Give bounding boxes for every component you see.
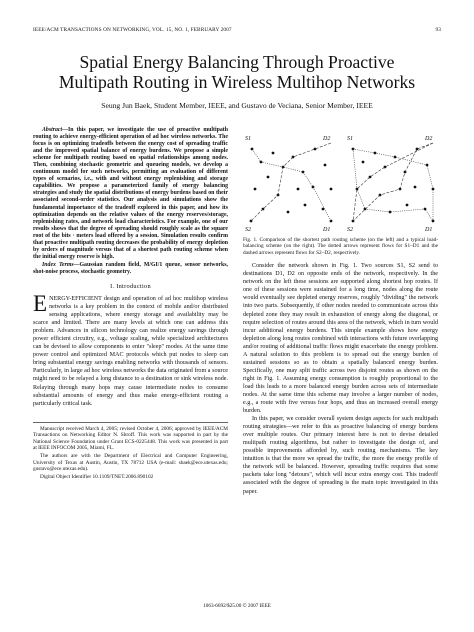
body-paragraph-2: In this paper, we consider overall system design aspects for such multipath routing strategies—we refer to this as proactive balancing of energy burdens over multiple routes. Our primary interest here is not to devise detailed multipath routing algorithms, but rather to investigate the design of, and possible improvements afforded by, such routing mechanisms. The key intuition is that the more we spread the traffic, the more the energy profile of the network will be balanced. However, spreading traffic requires that some packets take long "detours", which will incur extra energy cost. This tradeoff associated with the degree of spreading is the main topic investigated in this paper. <box>243 416 438 495</box>
abstract-label: Abstract <box>42 127 63 133</box>
intro-paragraph <box>33 290 228 408</box>
abstract-text: —In this paper, we investigate the use of proactive multipath routing to achieve energy-efficient operation of ad hoc wireless networks. The focus is on optimizing tradeoffs between the energy cost of spreading traffic and the improved spatial balance of energy burdens. We propose a simple scheme for multipath routing based on spatial relationships among nodes. Then, combining stochastic geometric and queueing models, we develop a continuum model for such networks, permitting an evaluation of different types of scenarios, i.e., with and without energy replenishing and storage capabilities. We propose a parameterized family of energy balancing strategies and study the spatial distributions of energy burdens based on their associated second-order statistics. Our analysis and simulations show the fundamental importance of the tradeoff explored in this paper, and how its optimization depends on the relative values of the energy reserves/storage, replenishing rates, and network load characteristics. For example, one of our results shows that the degree of spreading should roughly scale as the square root of the bits · meters load offered by a session. Simulation results confirm that proactive multipath routing decreases the probability of energy depletion by orders of magnitude versus that of a shortest path routing scheme when the initial energy reserve is high. <box>33 127 228 260</box>
right-routes <box>353 143 433 221</box>
footnote-doi: Digital Object Identifier 10.1109/TNET.2006.890102 <box>40 473 154 480</box>
index-terms <box>33 262 228 276</box>
label-d2-right: D2 <box>425 136 433 142</box>
title-line-2: Multipath Routing in Wireless Multihop Networks <box>58 72 416 92</box>
label-s1-left: S1 <box>245 136 251 142</box>
label-d1-right: D1 <box>425 227 433 233</box>
author-line: Seung Jun Baek, Student Member, IEEE, and Gustavo de Veciana, Senior Member, IEEE <box>101 101 373 110</box>
footnote-manuscript: Manuscript received March 4, 2005; revised October 4, 2006; approved by IEEE/ACM Transactions on Networking Editor N. Shroff. This work was supported in part by the National Science Foundation under Grant ECS-0225448. This work was presented in part at IEEE INFOCOM 2005, Miami, FL. <box>33 425 228 452</box>
label-d1-left: D1 <box>323 227 331 233</box>
label-d2-left: D2 <box>323 136 331 142</box>
section-heading: I. Introduction <box>110 282 151 290</box>
page-number: 93 <box>435 27 441 33</box>
left-column <box>33 127 228 481</box>
right-network <box>352 148 435 223</box>
copyright-notice: 1063-6692/$25.00 © 2007 IEEE <box>203 603 271 609</box>
footnote-divider <box>33 422 228 423</box>
footnote-authors: The authors are with the Department of Electrical and Computer Engineering, University of Texas at Austin, Austin, TX 78712 USA (e-mail: sbaek@ece.utexas.edu; gustavo@ece.utexas.edu). <box>33 453 228 473</box>
figure-1 <box>243 127 438 233</box>
journal-header: IEEE/ACM TRANSACTIONS ON NETWORKING, VOL. 15, NO. 1, FEBRUARY 2007 <box>33 27 232 33</box>
intro-text: NERGY-EFFICIENT design and operation of ad hoc multihop wireless networks is a key problem in the context of mobile and/or distributed sensing applications, where energy storage and availability may be scarce and limited. There are many levels at which one can address this problem. Advances in silicon technology can realize energy savings through power efficient circuitry, e.g., voltage scaling, while specialized architectures can be devised to allow components to enter "sleep" modes. At the same time power control and optimized MAC protocols which put nodes to sleep can bring substantial energy savings enabling networks with thousands of sensors. Particularly, in large ad hoc wireless networks the data originated from a source might need to be relayed a long distance to a destination or sink wireless node. Relaying through many hops may cause intermediate nodes to consume substantial amounts of energy and thus make energy-efficient routing a particularly critical task. <box>33 295 228 407</box>
label-s2-right: S2 <box>347 227 353 233</box>
label-s2-left: S2 <box>245 227 251 233</box>
title-line-1: Spatial Energy Balancing Through Proactive <box>79 52 395 72</box>
running-head <box>33 27 441 37</box>
figure-caption: Fig. 1. Comparison of the shortest path routing scheme (on the left) and a typical load-balancing scheme (on the right). The dotted arrows represent flows for S1–D1 and the dashed arrows represent flows for S2–D2, respectively. <box>243 237 438 256</box>
body-paragraph-1: Consider the network shown in Fig. 1. Two sources S1, S2 send to destinations D1, D2 on opposite ends of the network, respectively. In the network on the left these sessions are supported along shortest hop routes. If one of these sessions were sustained for a long time, nodes along the route would eventually see depleted energy reserves, roughly "dividing" the network into two parts. Subsequently, if other nodes needed to communicate across this depleted zone they may result in exhaustion of energy along the diagonal, or require selection of routes around this area of the network, which in turn would incur additional energy burdens. This simple example shows how energy depletion along long routes combined with interactions with future overlapping and/or routing of additional traffic flows might exacerbate the energy problem. A natural solution to this problem is to spread out the energy burden of sustained sessions so as to obtain a spatially balanced energy burden. Specifically, one may split traffic across two disjoint routes as shown on the right in Fig. 1. Assuming energy consumption is roughly proportional to the load this leads to a more balanced energy burden across sets of intermediate nodes. At the same time this scheme may involve a larger number of nodes, e.g., a route with five versus four hops, and thus an increased overall energy burden. <box>243 263 438 415</box>
routing-comparison-diagram <box>243 127 438 233</box>
index-terms-label: Index Terms <box>42 261 74 268</box>
right-column <box>243 127 438 496</box>
drop-cap: E <box>33 290 48 316</box>
index-terms-text: —Gaussian random field, M/GI/1 queue, sensor networks, shot-noise process, stochastic geometry. <box>33 261 228 275</box>
abstract <box>33 127 228 261</box>
paper-title <box>20 52 454 92</box>
left-routes <box>251 143 331 221</box>
label-s1-right: S1 <box>347 136 353 142</box>
